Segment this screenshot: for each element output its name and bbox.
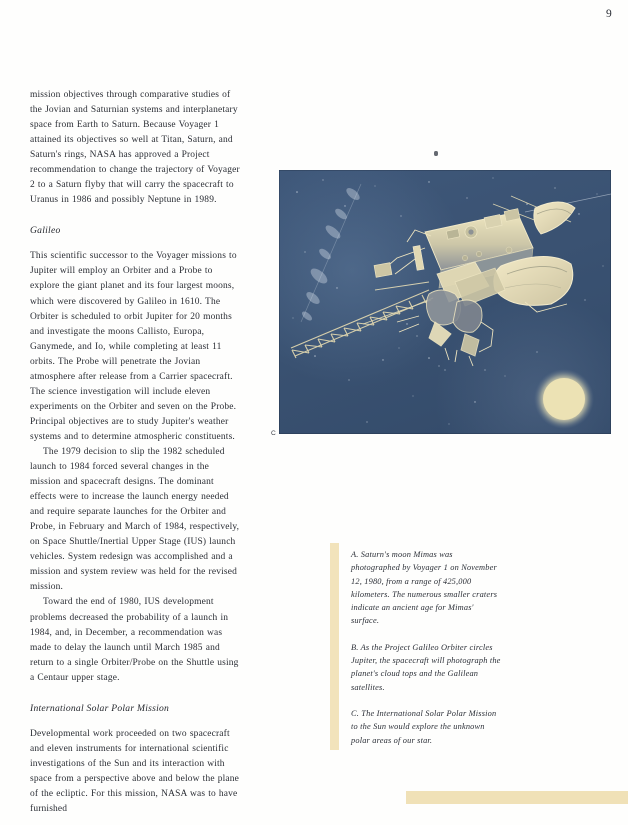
spacer bbox=[30, 686, 242, 701]
section-heading-galileo: Galileo bbox=[30, 225, 61, 237]
spacecraft-artwork bbox=[279, 170, 611, 434]
caption-accent-rule bbox=[330, 543, 339, 750]
caption-a: A. Saturn's moon Mimas was photographed by Voyager 1 on November 12, 1980, from a range of 425,000 kilometers. The numerous smaller craters indicate an ancient age for Mimas' surface. bbox=[351, 550, 498, 626]
antenna-arms bbox=[374, 230, 431, 277]
figure-ispm-spacecraft bbox=[271, 170, 611, 437]
paragraph-intro: mission objectives through comparative studies of the Jovian and Saturnian systems and interplanetary space from Earth to Saturn. Because Voyager 1 attained its objectives so well at Titan, Saturn, and Saturn's rings, NASA has approved a Project recommendation to change the trajectory of Voyager 2 to a Saturn flyby that will carry the spacecraft to Uranus in 1986 and possibly Neptune in 1989. bbox=[30, 90, 240, 206]
figure-image bbox=[279, 170, 611, 434]
body-text-column bbox=[30, 88, 242, 817]
paragraph-galileo-delay: Toward the end of 1980, IUS development problems decreased the probability of a launch in 1984, and, in December, a recommendation was made to delay the launch until March 1985 and return to a single Orbiter/Probe on the Shuttle using a Centaur upper stage. bbox=[30, 597, 239, 683]
section-heading-ispm: International Solar Polar Mission bbox=[30, 702, 170, 714]
caption-b: B. As the Project Galileo Orbiter circles Jupiter, the spacecraft will photograph the planet's cloud tops and the Galilean satellites. bbox=[351, 642, 501, 692]
reflector-main bbox=[494, 256, 573, 312]
reflector-upper bbox=[534, 202, 575, 234]
spacer bbox=[30, 716, 242, 727]
sun-disc bbox=[543, 378, 585, 420]
paragraph-galileo-overview: This scientific successor to the Voyager missions to Jupiter will employ an Orbiter and a Probe to explore the giant planet and its four largest moons, which were discovered by Galileo in 1610. The Orbiter is scheduled to orbit Jupiter for 20 months and investigate the moons Callisto, Europa, Ganymede, and Io, while completing at least 11 orbits. The Probe will penetrate the Jovian atmosphere after release from a Carrier spacecraft. The science investigation will include eleven experiments on the Orbiter and seven on the Probe. Principal objectives are to study Jupiter's weather systems and to determine atmospheric constituents. bbox=[30, 251, 237, 442]
spacer bbox=[30, 238, 242, 249]
caption-c: C. The International Solar Polar Mission to the Sun would explore the unknown polar areas of our star. bbox=[351, 708, 497, 745]
footer-accent-bar bbox=[406, 791, 628, 804]
spacer bbox=[30, 208, 242, 223]
caption-column bbox=[351, 548, 503, 747]
instrument-cluster bbox=[397, 290, 493, 366]
figure-label-c: C bbox=[271, 430, 277, 437]
paragraph-ispm-overview: Developmental work proceeded on two spacecraft and eleven instruments for international scientific investigations of the Sun and its interaction with space from a perspective above and below the plane of the ecliptic. For this mission, NASA was to have furnished bbox=[30, 728, 240, 814]
print-speck-mark bbox=[434, 151, 438, 156]
page-number: 9 bbox=[605, 8, 612, 20]
paragraph-galileo-schedule: The 1979 decision to slip the 1982 scheduled launch to 1984 forced several changes in the mission and spacecraft designs. The dominant effects were to increase the launch energy needed and require separate launches for the Orbiter and Probe, in February and March of 1984, respectively, on Space Shuttle/Inertial Upper Stage (IUS) launch vehicles. System redesign was accomplished and a mission and system review was held for the revised mission. bbox=[30, 446, 240, 593]
